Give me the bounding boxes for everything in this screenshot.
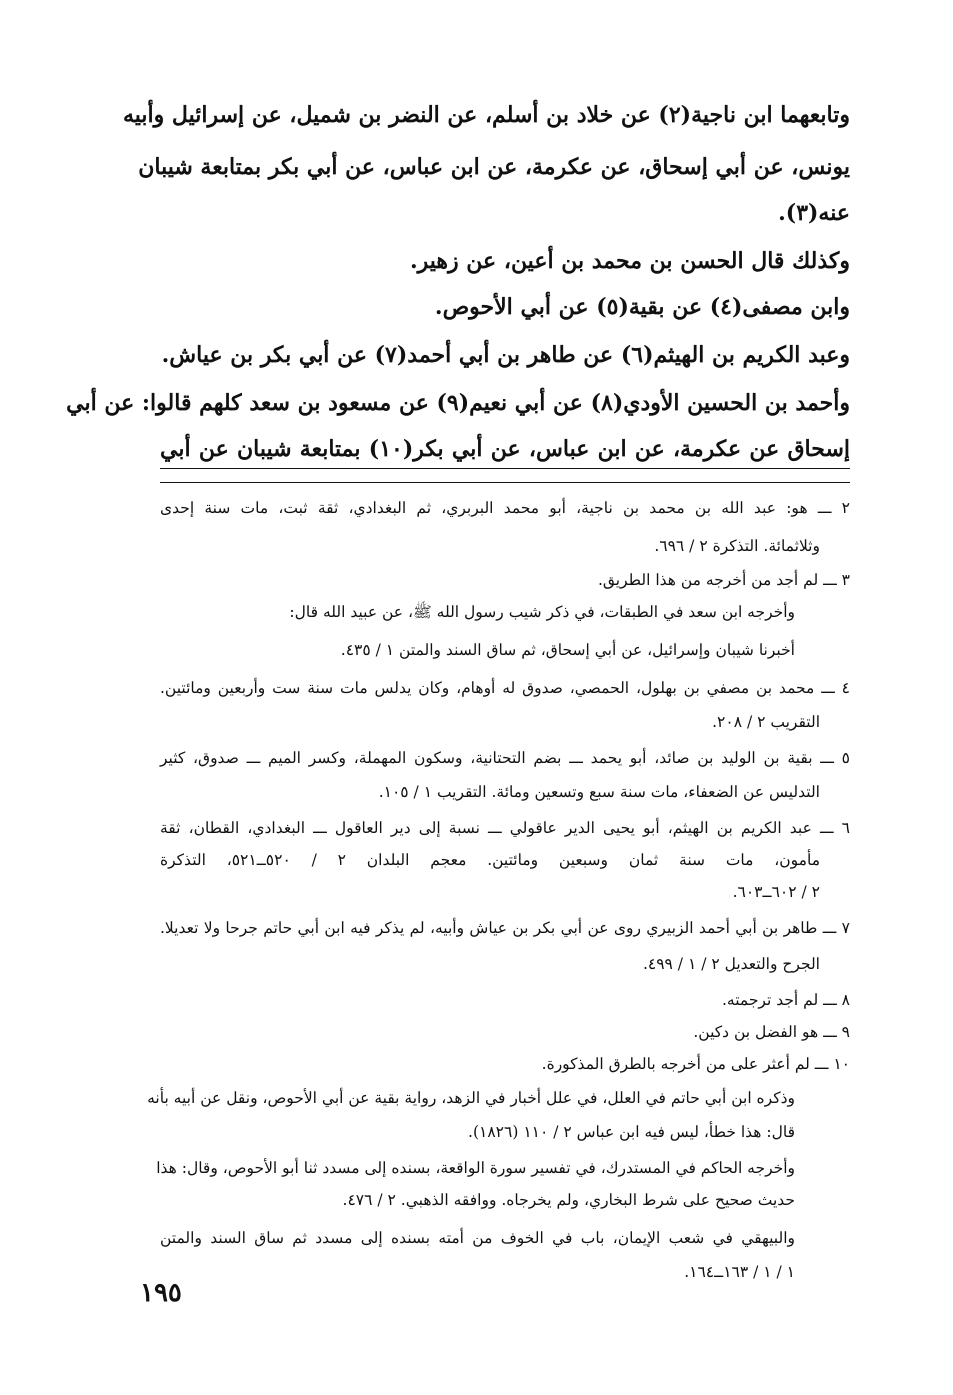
footnote-7-line-2: الجرح والتعديل ٢ / ١ / ٤٩٩.: [642, 955, 820, 973]
main-text-line-8: إسحاق عن عكرمة، عن ابن عباس، عن أبي بكر(١٠) بمتابعة شيبان عن أبي: [160, 432, 850, 469]
footnote-10-line-4: وأخرجه الحاكم في المستدرك، في تفسير سورة الواقعة، بسنده إلى مسدد ثنا أبو الأحوص، وقال: هذا: [156, 1159, 795, 1177]
footnote-7-line-1: ٧ ـــ طاهر بن أبي أحمد الزبيري روى عن أبي بكر بن عياش وأبيه، لم يذكر فيه ابن أبي حاتم جرحا ولا تعديلا.: [160, 919, 850, 937]
main-text-line-5: وابن مصفى(٤) عن بقية(٥) عن أبي الأحوص.: [434, 294, 850, 320]
footnote-3-line-3: أخبرنا شيبان وإسرائيل، عن أبي إسحاق، ثم ساق السند والمتن ١ / ٤٣٥.: [340, 641, 795, 659]
footnote-2-line-2: وثلاثمائة. التذكرة ٢ / ٦٩٦.: [654, 537, 820, 555]
footnote-8: ٨ ـــ لم أجد ترجمته.: [721, 991, 850, 1009]
footnote-2-line-1: ٢ ـــ هو: عبد الله بن محمد بن ناجية، أبو محمد البربري، ثم البغدادي، ثقة ثبت، مات سنة إحدى: [160, 499, 850, 517]
footnote-5-line-1: ٥ ـــ بقية بن الوليد بن صائد، أبو يحمد ـــ بضم التحتانية، وسكون المهملة، وكسر الميم ـــ صدوق، كثير: [160, 749, 850, 767]
page-number: ١٩٥: [140, 1278, 182, 1308]
main-text-line-1: وتابعهما ابن ناجية(٢) عن خلاد بن أسلم، عن النضر بن شميل، عن إسرائيل وأبيه: [122, 102, 850, 128]
footnote-6-line-2: مأمون، مات سنة ثمان وسبعين ومائتين. معجم البلدان ٢ / ٥٢٠ــ٥٢١، التذكرة: [160, 851, 821, 869]
main-text-line-4: وكذلك قال الحسن بن محمد بن أعين، عن زهير.: [409, 248, 850, 274]
footnote-6-line-3: ٢ / ٦٠٢ــ٦٠٣.: [732, 883, 820, 901]
footnote-10-line-1: ١٠ ـــ لم أعثر على من أخرجه بالطرق المذكورة.: [541, 1055, 850, 1073]
footnote-10-line-3: قال: هذا خطأ، ليس فيه ابن عباس ٢ / ١١٠ (١٨٢٦).: [468, 1123, 795, 1141]
footnote-4-line-1: ٤ ـــ محمد بن مصفي بن بهلول، الحمصي، صدوق له أوهام، وكان يدلس مات سنة ست وأربعين ومائتين.: [160, 679, 850, 697]
main-text-line-2: يونس، عن أبي إسحاق، عن عكرمة، عن ابن عباس، عن أبي بكر بمتابعة شيبان: [138, 154, 850, 180]
main-text-line-3: عنه(٣).: [778, 200, 850, 226]
footnote-10-line-6: والبيهقي في شعب الإيمان، باب في الخوف من أمته بسنده إلى مسدد ثم ساق السند والمتن: [160, 1229, 795, 1247]
footnote-3-line-2: وأخرجه ابن سعد في الطبقات، في ذكر شيب رسول الله ﷺ، عن عبيد الله قال:: [289, 603, 795, 621]
footnote-9: ٩ ـــ هو الفضل بن دكين.: [693, 1023, 850, 1041]
footnote-10-line-7: ١ / ١ / ١٦٣ــ١٦٤.: [684, 1263, 795, 1281]
footnote-6-line-1: ٦ ـــ عبد الكريم بن الهيثم، أبو يحيى الدير عاقولي ـــ نسبة إلى دير العاقول ـــ البغدادي، القطان، ثقة: [160, 819, 850, 837]
footnote-separator: [160, 482, 850, 483]
footnote-3-line-1: ٣ ـــ لم أجد من أخرجه من هذا الطريق.: [597, 571, 850, 589]
main-text-line-6: وعبد الكريم بن الهيثم(٦) عن طاهر بن أبي أحمد(٧) عن أبي بكر بن عياش.: [161, 342, 850, 368]
footnote-10-line-2: وذكره ابن أبي حاتم في العلل، في علل أخبار في الزهد، رواية بقية عن أبي الأحوص، ونقل عن أبيه بأنه: [147, 1089, 795, 1107]
footnote-5-line-2: التدليس عن الضعفاء، مات سنة سبع وتسعين ومائة. التقريب ١ / ١٠٥.: [378, 783, 820, 801]
footnote-10-line-5: حديث صحيح على شرط البخاري، ولم يخرجاه. ووافقه الذهبي. ٢ / ٤٧٦.: [342, 1191, 795, 1209]
main-text-line-7: وأحمد بن الحسين الأودي(٨) عن أبي نعيم(٩) عن مسعود بن سعد كلهم قالوا: عن أبي: [66, 390, 850, 416]
footnote-4-line-2: التقريب ٢ / ٢٠٨.: [712, 713, 820, 731]
